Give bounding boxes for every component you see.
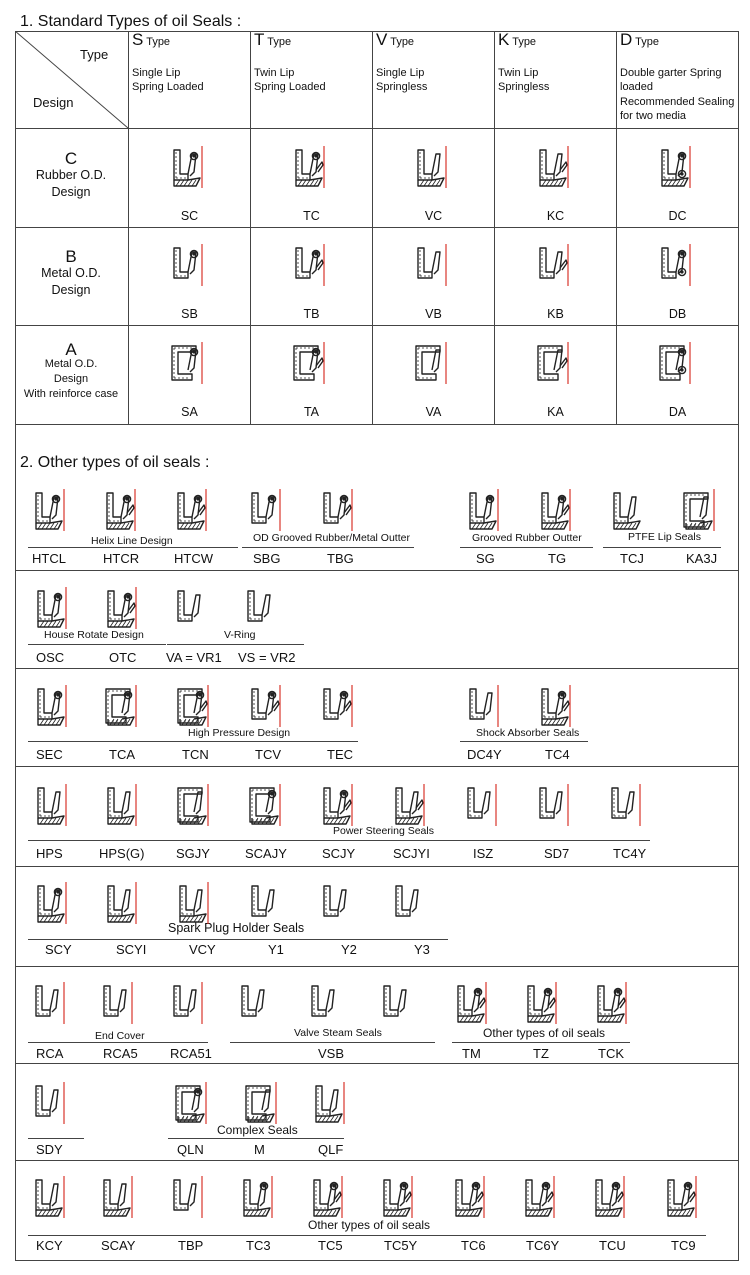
section-rule: [15, 1160, 739, 1161]
seal-code-vb: VB: [425, 307, 442, 321]
group-underline: [167, 644, 304, 645]
group-spark-plug: Spark Plug Holder Seals: [168, 921, 305, 935]
row-letter: B: [65, 247, 77, 266]
seal-code-htcw: HTCW: [174, 551, 213, 566]
seal-code-rca51: RCA51: [170, 1046, 212, 1061]
group-helix: Helix Line Design: [91, 535, 173, 547]
type-letter: V: [376, 30, 388, 49]
seal-code-isz: ISZ: [473, 846, 494, 861]
oil-seal-profile-icon: [288, 144, 334, 190]
seal-code-tz: TZ: [533, 1046, 549, 1061]
oil-seal-profile-icon: [166, 340, 212, 386]
oil-seal-profile-icon: [518, 1174, 564, 1220]
corner-design-label: Design: [33, 95, 74, 110]
seal-code-da: DA: [668, 405, 687, 419]
seal-code-scy: SCY: [45, 942, 72, 957]
oil-seal-profile-icon: [462, 487, 508, 533]
group-underline: [28, 547, 238, 548]
seal-code-dc4y: DC4Y: [467, 747, 502, 762]
seal-code-tcv: TCV: [255, 747, 281, 762]
table-rule: [15, 325, 739, 326]
oil-seal-profile-icon: [388, 782, 434, 828]
seal-code-tc3: TC3: [246, 1238, 271, 1253]
type-suffix: Type: [512, 36, 537, 48]
seal-code-tc9: TC9: [671, 1238, 696, 1253]
seal-code-tg: TG: [548, 551, 567, 566]
type-desc: Spring Loaded: [132, 81, 204, 93]
oil-seal-profile-icon: [388, 880, 434, 926]
oil-seal-profile-icon: [410, 242, 456, 288]
section-rule: [15, 668, 739, 669]
type-desc: Single Lip: [376, 66, 425, 79]
oil-seal-profile-icon: [450, 980, 496, 1026]
group-underline: [242, 547, 414, 548]
oil-seal-profile-icon: [604, 782, 650, 828]
seal-code-osc: OSC: [36, 650, 65, 665]
oil-seal-profile-icon: [172, 683, 218, 729]
oil-seal-profile-icon: [376, 980, 422, 1026]
type-letter: K: [498, 30, 510, 49]
oil-seal-profile-icon: [308, 1080, 354, 1126]
section2-title: 2. Other types of oil seals :: [20, 454, 210, 471]
group-house-rotate: House Rotate Design: [44, 629, 144, 641]
type-desc: Twin Lip: [254, 66, 295, 79]
section-rule: [15, 570, 739, 571]
table-rule: [15, 424, 739, 425]
group-od-grooved: OD Grooved Rubber/Metal Outter: [253, 532, 410, 544]
seal-code-tc4y: TC4Y: [613, 846, 647, 861]
oil-seal-profile-icon: [96, 1174, 142, 1220]
type-suffix: Type: [146, 36, 171, 48]
oil-seal-profile-icon: [588, 1174, 634, 1220]
oil-seal-profile-icon: [240, 1080, 286, 1126]
oil-seal-profile-icon: [654, 144, 700, 190]
seal-code-y3: Y3: [414, 942, 430, 957]
seal-code-tm: TM: [462, 1046, 481, 1061]
oil-seal-profile-icon: [532, 242, 578, 288]
oil-seal-profile-icon: [28, 1174, 74, 1220]
group-underline: [28, 840, 650, 841]
type-desc: Single Lip: [132, 66, 181, 79]
group-underline: [460, 741, 588, 742]
seal-code-htcr: HTCR: [103, 551, 140, 566]
oil-seal-profile-icon: [99, 487, 145, 533]
group-other-1: Other types of oil seals: [483, 1026, 606, 1040]
group-underline: [460, 547, 593, 548]
group-underline: [28, 1138, 84, 1139]
type-desc: Springless: [498, 81, 550, 93]
oil-seal-profile-icon: [448, 1174, 494, 1220]
group-high-pressure: High Pressure Design: [188, 727, 291, 739]
seal-code-vr2: VS = VR2: [238, 650, 296, 665]
table-col-rule: [616, 31, 617, 425]
section-rule: [15, 766, 739, 767]
table-rule: [15, 227, 739, 228]
oil-seal-profile-icon: [30, 782, 76, 828]
row-desc: Design: [51, 283, 91, 297]
type-desc: loaded: [620, 81, 654, 93]
corner-type-label: Type: [80, 47, 109, 62]
seal-code-tca: TCA: [109, 747, 135, 762]
section-rule: [15, 866, 739, 867]
seal-code-tb: TB: [303, 307, 320, 321]
seal-code-vcy: VCY: [189, 942, 216, 957]
oil-seal-profile-icon: [244, 880, 290, 926]
oil-seal-profile-icon: [654, 340, 700, 386]
seal-code-otc: OTC: [109, 650, 137, 665]
type-desc: for two media: [620, 110, 687, 122]
type-suffix: Type: [267, 36, 292, 48]
oil-seal-profile-icon: [306, 1174, 352, 1220]
oil-seal-profile-icon: [316, 880, 362, 926]
oil-seal-profile-icon: [100, 782, 146, 828]
oil-seal-profile-icon: [316, 487, 362, 533]
frame-right: [738, 31, 739, 1261]
oil-seal-profile-icon: [410, 340, 456, 386]
oil-seal-profile-icon: [532, 782, 578, 828]
seal-code-sb: SB: [181, 307, 198, 321]
oil-seal-profile-icon: [166, 1174, 212, 1220]
seal-code-hps: HPS: [36, 846, 63, 861]
seal-code-tec: TEC: [327, 747, 353, 762]
seal-code-tc5: TC5: [318, 1238, 343, 1253]
seal-code-tc5y: TC5Y: [384, 1238, 418, 1253]
seal-code-db: DB: [668, 307, 687, 321]
row-letter: A: [65, 340, 77, 359]
seal-code-m: M: [254, 1142, 265, 1157]
column-header-s: [132, 30, 204, 95]
oil-seal-profile-icon: [234, 980, 280, 1026]
oil-seal-profile-icon: [288, 242, 334, 288]
seal-code-ta: TA: [303, 405, 320, 419]
seal-code-dc: DC: [668, 209, 687, 223]
column-header-v: [376, 30, 428, 95]
oil-seal-profile-icon: [606, 487, 652, 533]
seal-code-sg: SG: [476, 551, 495, 566]
oil-seal-profile-icon: [462, 683, 508, 729]
seal-code-scjy: SCJY: [322, 846, 356, 861]
oil-seal-profile-icon: [534, 683, 580, 729]
oil-seal-profile-icon: [28, 1080, 74, 1126]
row-desc: Design: [51, 185, 91, 199]
oil-seal-profile-icon: [678, 487, 724, 533]
column-header-k: [498, 30, 550, 95]
seal-code-tc6y: TC6Y: [526, 1238, 560, 1253]
type-desc: Springless: [376, 81, 428, 93]
seal-code-ka3j: KA3J: [686, 551, 718, 566]
row-desc: With reinforce case: [23, 388, 119, 400]
seal-code-ka: KA: [547, 405, 564, 419]
section1-title: 1. Standard Types of oil Seals :: [20, 13, 242, 30]
section-rule: [15, 966, 739, 967]
oil-seal-profile-icon: [170, 1080, 216, 1126]
type-suffix: Type: [635, 36, 659, 48]
group-end-cover: End Cover: [95, 1030, 145, 1042]
seal-code-scyi: SCYI: [116, 942, 147, 957]
seal-code-rca5: RCA5: [103, 1046, 138, 1061]
seal-code-tcj: TCJ: [620, 551, 644, 566]
group-shock: Shock Absorber Seals: [476, 727, 580, 739]
seal-code-tbp: TBP: [178, 1238, 204, 1253]
seal-code-kcy: KCY: [36, 1238, 63, 1253]
group-complex: Complex Seals: [217, 1123, 298, 1137]
row-letter: C: [64, 149, 78, 168]
type-suffix: Type: [390, 36, 415, 48]
seal-code-sd7: SD7: [544, 846, 570, 861]
oil-seal-profile-icon: [304, 980, 350, 1026]
oil-seal-profile-icon: [236, 1174, 282, 1220]
oil-seal-profile-icon: [172, 782, 218, 828]
type-desc: Double garter Spring: [620, 66, 722, 79]
table-col-rule: [250, 31, 251, 425]
group-other-2: Other types of oil seals: [308, 1218, 431, 1232]
oil-seal-profile-icon: [28, 487, 74, 533]
oil-seal-profile-icon: [654, 242, 700, 288]
oil-seal-profile-icon: [172, 880, 218, 926]
oil-seal-profile-icon: [240, 585, 286, 631]
seal-code-sdy: SDY: [36, 1142, 63, 1157]
group-vring: V-Ring: [224, 629, 256, 641]
oil-seal-profile-icon: [288, 340, 334, 386]
column-header-d: [620, 30, 735, 124]
row-desc: Design: [53, 373, 89, 385]
oil-seal-profile-icon: [534, 487, 580, 533]
seal-code-kb: KB: [547, 307, 564, 321]
row-label-b: [15, 248, 127, 299]
oil-seal-profile-icon: [376, 1174, 422, 1220]
seal-code-y1: Y1: [268, 942, 284, 957]
oil-seal-profile-icon: [520, 980, 566, 1026]
group-ptfe: PTFE Lip Seals: [628, 531, 701, 543]
group-underline: [28, 1235, 706, 1236]
oil-seal-profile-icon: [244, 782, 290, 828]
seal-code-va: VA: [425, 405, 442, 419]
seal-code-sa: SA: [181, 405, 198, 419]
frame-left: [15, 31, 16, 1261]
oil-seal-profile-icon: [170, 487, 216, 533]
seal-code-tcn: TCN: [182, 747, 209, 762]
seal-code-tbg: TBG: [327, 551, 354, 566]
group-underline: [230, 1042, 435, 1043]
row-label-c: [15, 150, 127, 201]
oil-seal-profile-icon: [660, 1174, 706, 1220]
group-power-steering: Power Steering Seals: [333, 825, 434, 837]
oil-seal-profile-icon: [30, 683, 76, 729]
seal-code-vc: VC: [424, 209, 443, 223]
oil-seal-profile-icon: [244, 683, 290, 729]
seal-code-tc4: TC4: [545, 747, 570, 762]
oil-seal-profile-icon: [100, 880, 146, 926]
group-underline: [452, 1042, 630, 1043]
seal-code-qln: QLN: [177, 1142, 204, 1157]
seal-code-qlf: QLF: [318, 1142, 344, 1157]
group-valve-steam: Valve Steam Seals: [294, 1027, 382, 1039]
section-rule: [15, 1063, 739, 1064]
group-underline: [168, 1138, 344, 1139]
corner-diagonal: [15, 31, 129, 129]
seal-code-tcu: TCU: [599, 1238, 626, 1253]
row-label-a: [15, 342, 127, 402]
oil-seal-profile-icon: [316, 683, 362, 729]
seal-code-rca: RCA: [36, 1046, 64, 1061]
seal-code-scajy: SCAJY: [245, 846, 287, 861]
oil-seal-profile-icon: [96, 980, 142, 1026]
oil-seal-profile-icon: [532, 144, 578, 190]
row-desc: Metal O.D.: [41, 266, 101, 280]
group-underline: [28, 741, 358, 742]
seal-code-sc: SC: [180, 209, 199, 223]
group-underline: [28, 644, 166, 645]
oil-seal-profile-icon: [166, 242, 212, 288]
oil-seal-profile-icon: [100, 585, 146, 631]
seal-code-htcl: HTCL: [32, 551, 66, 566]
seal-code-sbg: SBG: [253, 551, 281, 566]
table-col-rule: [372, 31, 373, 425]
column-header-t: [254, 30, 326, 95]
group-underline: [28, 1042, 208, 1043]
seal-code-scay: SCAY: [101, 1238, 136, 1253]
seal-code-kc: KC: [546, 209, 565, 223]
oil-seal-profile-icon: [166, 980, 212, 1026]
oil-seal-profile-icon: [532, 340, 578, 386]
row-desc: Rubber O.D.: [35, 168, 107, 182]
group-underline: [603, 547, 721, 548]
seal-code-y2: Y2: [341, 942, 357, 957]
oil-seal-profile-icon: [28, 980, 74, 1026]
type-letter: D: [620, 30, 633, 49]
seal-code-vr1: VA = VR1: [166, 650, 222, 665]
table-col-rule: [494, 31, 495, 425]
oil-seal-profile-icon: [410, 144, 456, 190]
seal-code-sec: SEC: [36, 747, 63, 762]
oil-seal-profile-icon: [316, 782, 362, 828]
group-grooved-rubber: Grooved Rubber Outter: [472, 532, 582, 544]
oil-seal-profile-icon: [170, 585, 216, 631]
type-desc: Twin Lip: [498, 66, 539, 79]
oil-seal-profile-icon: [30, 880, 76, 926]
type-desc: Recommended Sealing: [620, 95, 735, 108]
seal-code-tck: TCK: [598, 1046, 624, 1061]
type-desc: Spring Loaded: [254, 81, 326, 93]
oil-seal-profile-icon: [30, 585, 76, 631]
seal-code-sgjy: SGJY: [176, 846, 210, 861]
oil-seal-profile-icon: [100, 683, 146, 729]
group-underline: [28, 939, 448, 940]
seal-code-tc: TC: [303, 209, 320, 223]
type-letter: T: [254, 30, 265, 49]
oil-seal-profile-icon: [166, 144, 212, 190]
section-rule: [15, 1260, 739, 1261]
type-letter: S: [132, 30, 144, 49]
seal-code-hpsg: HPS(G): [99, 846, 145, 861]
oil-seal-profile-icon: [460, 782, 506, 828]
seal-code-tc6: TC6: [461, 1238, 486, 1253]
oil-seal-profile-icon: [590, 980, 636, 1026]
row-desc: Metal O.D.: [44, 358, 98, 370]
oil-seal-profile-icon: [244, 487, 290, 533]
seal-code-scjyi: SCJYI: [393, 846, 430, 861]
seal-code-vsb: VSB: [318, 1046, 345, 1061]
